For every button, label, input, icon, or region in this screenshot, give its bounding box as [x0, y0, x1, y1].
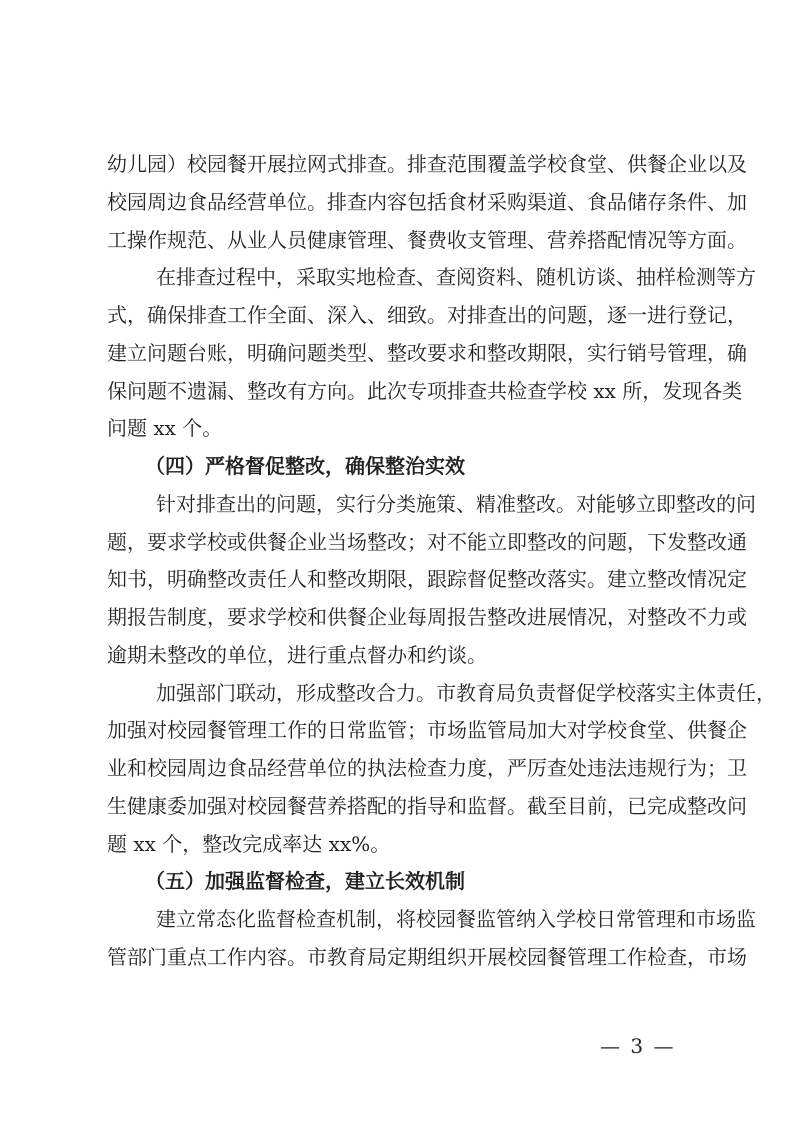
- text-line: 加强部门联动，形成整改合力。市教育局负责督促学校落实主体责任，: [156, 680, 776, 705]
- paragraph: [107, 901, 756, 977]
- text-line: （四）严格督促整改，确保整治实效: [145, 454, 465, 478]
- text-line: 保问题不遗漏、整改有方向。此次专项排查共检查学校 xx 所，发现各类: [107, 378, 743, 403]
- paragraph: [107, 486, 756, 675]
- document-body: [107, 146, 776, 977]
- text-line: 式，确保排查工作全面、深入、细致。对排查出的问题，逐一进行登记，: [107, 303, 747, 327]
- text-line: 题，要求学校或供餐企业当场整改；对不能立即整改的问题，下发整改通: [107, 529, 747, 554]
- text-line: 生健康委加强对校园餐营养搭配的指导和监督。截至目前，已完成整改问: [107, 793, 747, 818]
- text-line: 工操作规范、从业人员健康管理、餐费收支管理、营养搭配情况等方面。: [107, 227, 747, 252]
- text-line: 建立问题台账，明确问题类型、整改要求和整改期限，实行销号管理，确: [107, 340, 747, 365]
- text-line: （五）加强监督检查，建立长效机制: [145, 869, 465, 894]
- text-line: 知书，明确整改责任人和整改期限，跟踪督促整改落实。建立整改情况定: [107, 567, 747, 592]
- text-line: 期报告制度，要求学校和供餐企业每周报告整改进展情况，对整改不力或: [107, 605, 747, 629]
- page-number: — 3 —: [600, 1034, 676, 1058]
- text-line: 加强对校园餐管理工作的日常监管；市场监管局加大对学校食堂、供餐企: [107, 718, 747, 743]
- text-line: 在排查过程中，采取实地检查、查阅资料、随机访谈、抽样检测等方: [156, 265, 756, 290]
- text-line: 校园周边食品经营单位。排查内容包括食材采购渠道、食品储存条件、加: [107, 189, 747, 214]
- section-heading: [107, 863, 698, 901]
- paragraph: [107, 259, 756, 448]
- section-heading: [107, 448, 698, 486]
- text-line: 针对排查出的问题，实行分类施策、精准整改。对能够立即整改的问: [156, 491, 756, 516]
- text-line: 建立常态化监督检查机制，将校园餐监管纳入学校日常管理和市场监: [156, 907, 756, 931]
- text-line: 逾期未整改的单位，进行重点督办和约谈。: [107, 642, 487, 667]
- text-line: 问题 xx 个。: [107, 416, 223, 441]
- text-line: 业和校园周边食品经营单位的执法检查力度，严厉查处违法违规行为；卫: [107, 756, 747, 780]
- text-line: 管部门重点工作内容。市教育局定期组织开展校园餐管理工作检查，市场: [107, 944, 747, 969]
- paragraph: [107, 146, 747, 259]
- text-line: 幼儿园）校园餐开展拉网式排查。排查范围覆盖学校食堂、供餐企业以及: [107, 152, 747, 176]
- text-line: 题 xx 个，整改完成率达 xx%。: [107, 831, 391, 856]
- paragraph: [107, 675, 776, 864]
